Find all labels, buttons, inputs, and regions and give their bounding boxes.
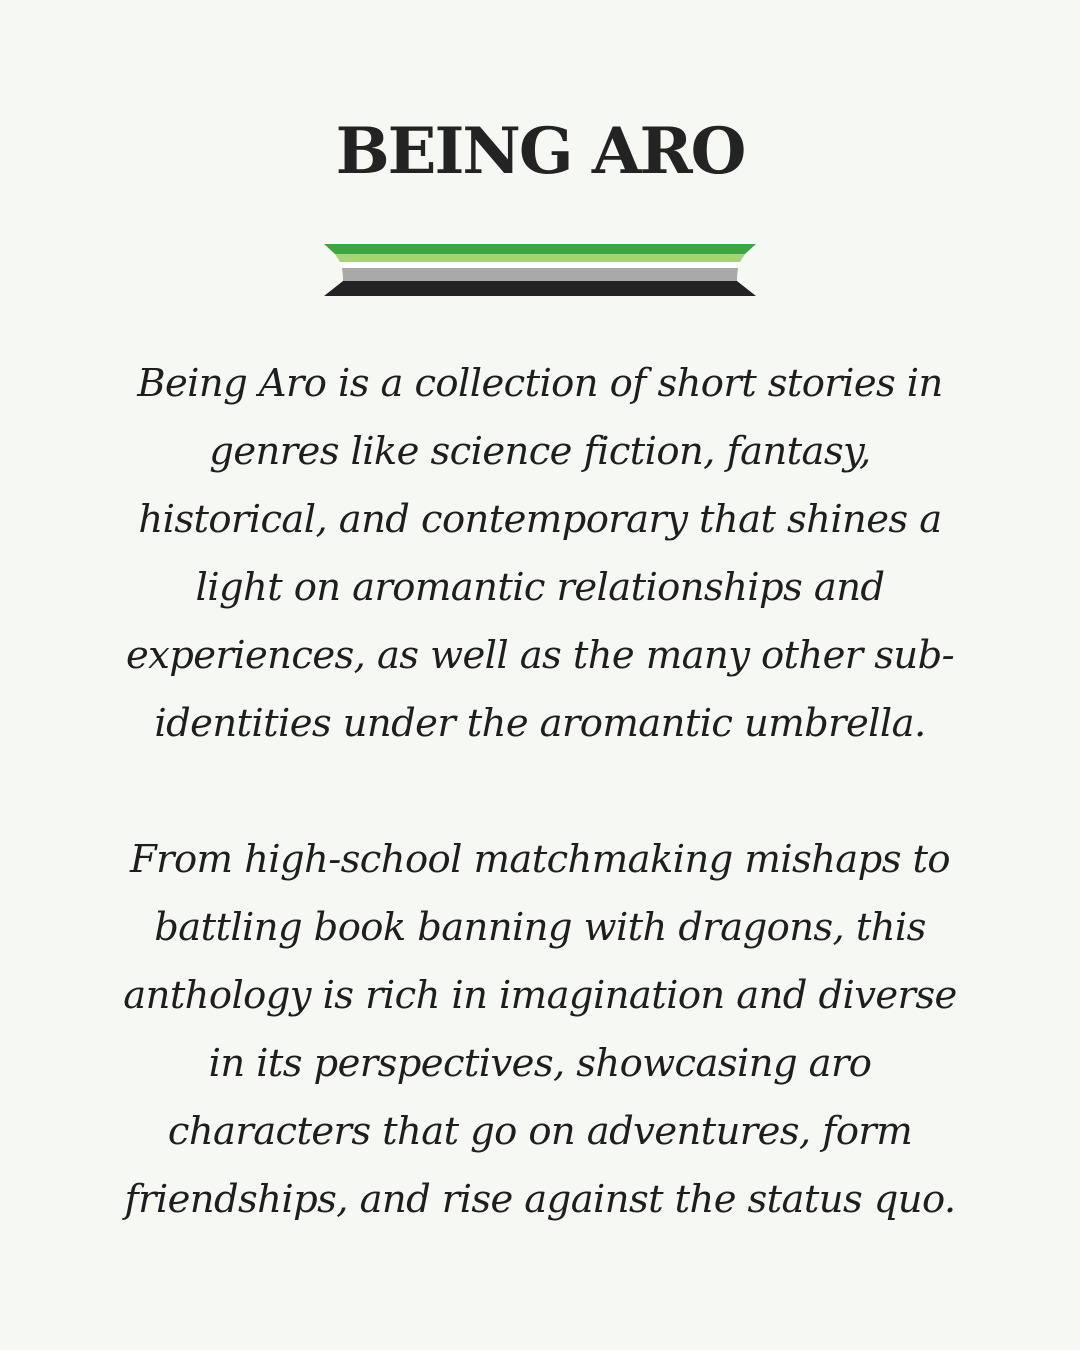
description-paragraph-1 [60, 350, 1020, 758]
paragraph-line: light on aromantic relationships and [195, 565, 885, 610]
page-title: BEING ARO [335, 114, 745, 189]
paragraph-line: genres like science fiction, fantasy, [209, 429, 871, 474]
paragraph-line: characters that go on adventures, form [167, 1109, 913, 1154]
description-paragraph-2 [60, 826, 1020, 1234]
paragraph-line: Being Aro is a collection of short stories in [137, 361, 943, 406]
paragraph-line: historical, and contemporary that shines a [138, 497, 942, 542]
flag-stripe-grey [342, 268, 738, 277]
paragraph-line: experiences, as well as the many other sub- [125, 633, 955, 678]
aromantic-flag [324, 244, 756, 296]
paragraph-line: identities under the aromantic umbrella. [154, 701, 926, 746]
flag-stripe-black [324, 281, 756, 296]
paragraph-line: From high-school matchmaking mishaps to [130, 837, 950, 882]
paragraph-line: battling book banning with dragons, this [154, 905, 926, 950]
flag-stripe-gap [343, 277, 737, 281]
flag-stripe-white [340, 262, 740, 268]
flag-stripe-green [324, 244, 756, 254]
paragraph-line: friendships, and rise against the status quo. [124, 1177, 956, 1222]
paragraph-line: anthology is rich in imagination and diverse [123, 973, 957, 1018]
paragraph-line: in its perspectives, showcasing aro [208, 1041, 872, 1086]
flag-stripe-light-green [335, 254, 745, 262]
